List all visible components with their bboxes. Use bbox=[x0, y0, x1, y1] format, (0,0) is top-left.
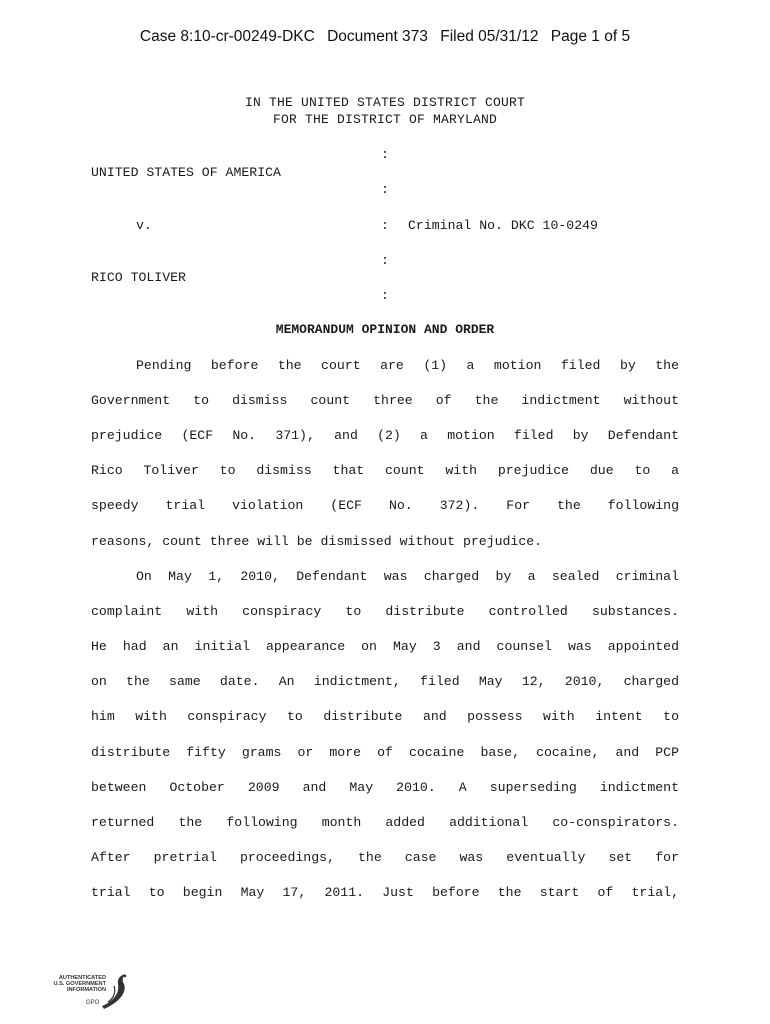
caption-colon: : bbox=[381, 147, 389, 162]
paragraph-line: After pretrial proceedings, the case was eventually set for bbox=[91, 850, 679, 865]
seal-line: AUTHENTICATED bbox=[58, 975, 106, 981]
paragraph-line: Pending before the court are (1) a motion filed by the bbox=[136, 358, 679, 373]
paragraph-line: prejudice (ECF No. 371), and (2) a motion filed by Defendant bbox=[91, 428, 679, 443]
caption-colon: : bbox=[381, 182, 389, 197]
paragraph-line: between October 2009 and May 2010. A superseding indictment bbox=[91, 780, 679, 795]
paragraph-line: distribute fifty grams or more of cocaine base, cocaine, and PCP bbox=[91, 745, 679, 760]
paragraph-line: on the same date. An indictment, filed May 12, 2010, charged bbox=[91, 674, 679, 689]
paragraph-line: reasons, count three will be dismissed without prejudice. bbox=[91, 534, 543, 549]
paragraph-line: Government to dismiss count three of the indictment without bbox=[91, 393, 679, 408]
caption-plaintiff: UNITED STATES OF AMERICA bbox=[91, 165, 281, 180]
page-indicator: Page 1 of 5 bbox=[550, 28, 631, 45]
caption-colon: : bbox=[381, 253, 389, 268]
paragraph-line: returned the following month added additional co-conspirators. bbox=[91, 815, 679, 830]
paragraph-line: On May 1, 2010, Defendant was charged by a sealed criminal bbox=[136, 569, 679, 584]
caption-criminal-number: Criminal No. DKC 10-0249 bbox=[408, 218, 598, 233]
caption-colon: : bbox=[381, 218, 389, 233]
case-number: Case 8:10-cr-00249-DKC bbox=[139, 28, 315, 45]
document-number: Document 373 bbox=[327, 28, 428, 45]
document-header bbox=[0, 28, 770, 46]
paragraph-line: complaint with conspiracy to distribute controlled substances. bbox=[91, 604, 679, 619]
caption-colon: : bbox=[381, 288, 389, 303]
seal-gpo-label: GPO bbox=[86, 1000, 100, 1006]
filed-date: Filed 05/31/12 bbox=[440, 28, 539, 45]
gpo-authentication-seal bbox=[40, 972, 132, 1012]
paragraph-line: speedy trial violation (ECF No. 372). For the following bbox=[91, 498, 679, 513]
eagle-logo-icon bbox=[98, 972, 130, 1012]
seal-line: INFORMATION bbox=[66, 987, 106, 994]
paragraph-line: trial to begin May 17, 2011. Just before the start of trial, bbox=[91, 885, 679, 900]
caption-versus: v. bbox=[136, 218, 152, 233]
paragraph-line: Rico Toliver to dismiss that count with prejudice due to a bbox=[91, 463, 679, 478]
court-name-line2: FOR THE DISTRICT OF MARYLAND bbox=[272, 112, 498, 127]
court-name-line1: IN THE UNITED STATES DISTRICT COURT bbox=[244, 95, 526, 110]
paragraph-line: him with conspiracy to distribute and possess with intent to bbox=[91, 709, 679, 724]
document-title: MEMORANDUM OPINION AND ORDER bbox=[275, 322, 495, 337]
seal-line: U.S. GOVERNMENT bbox=[53, 981, 106, 988]
caption-defendant: RICO TOLIVER bbox=[91, 270, 186, 285]
paragraph-line: He had an initial appearance on May 3 and counsel was appointed bbox=[91, 639, 679, 654]
